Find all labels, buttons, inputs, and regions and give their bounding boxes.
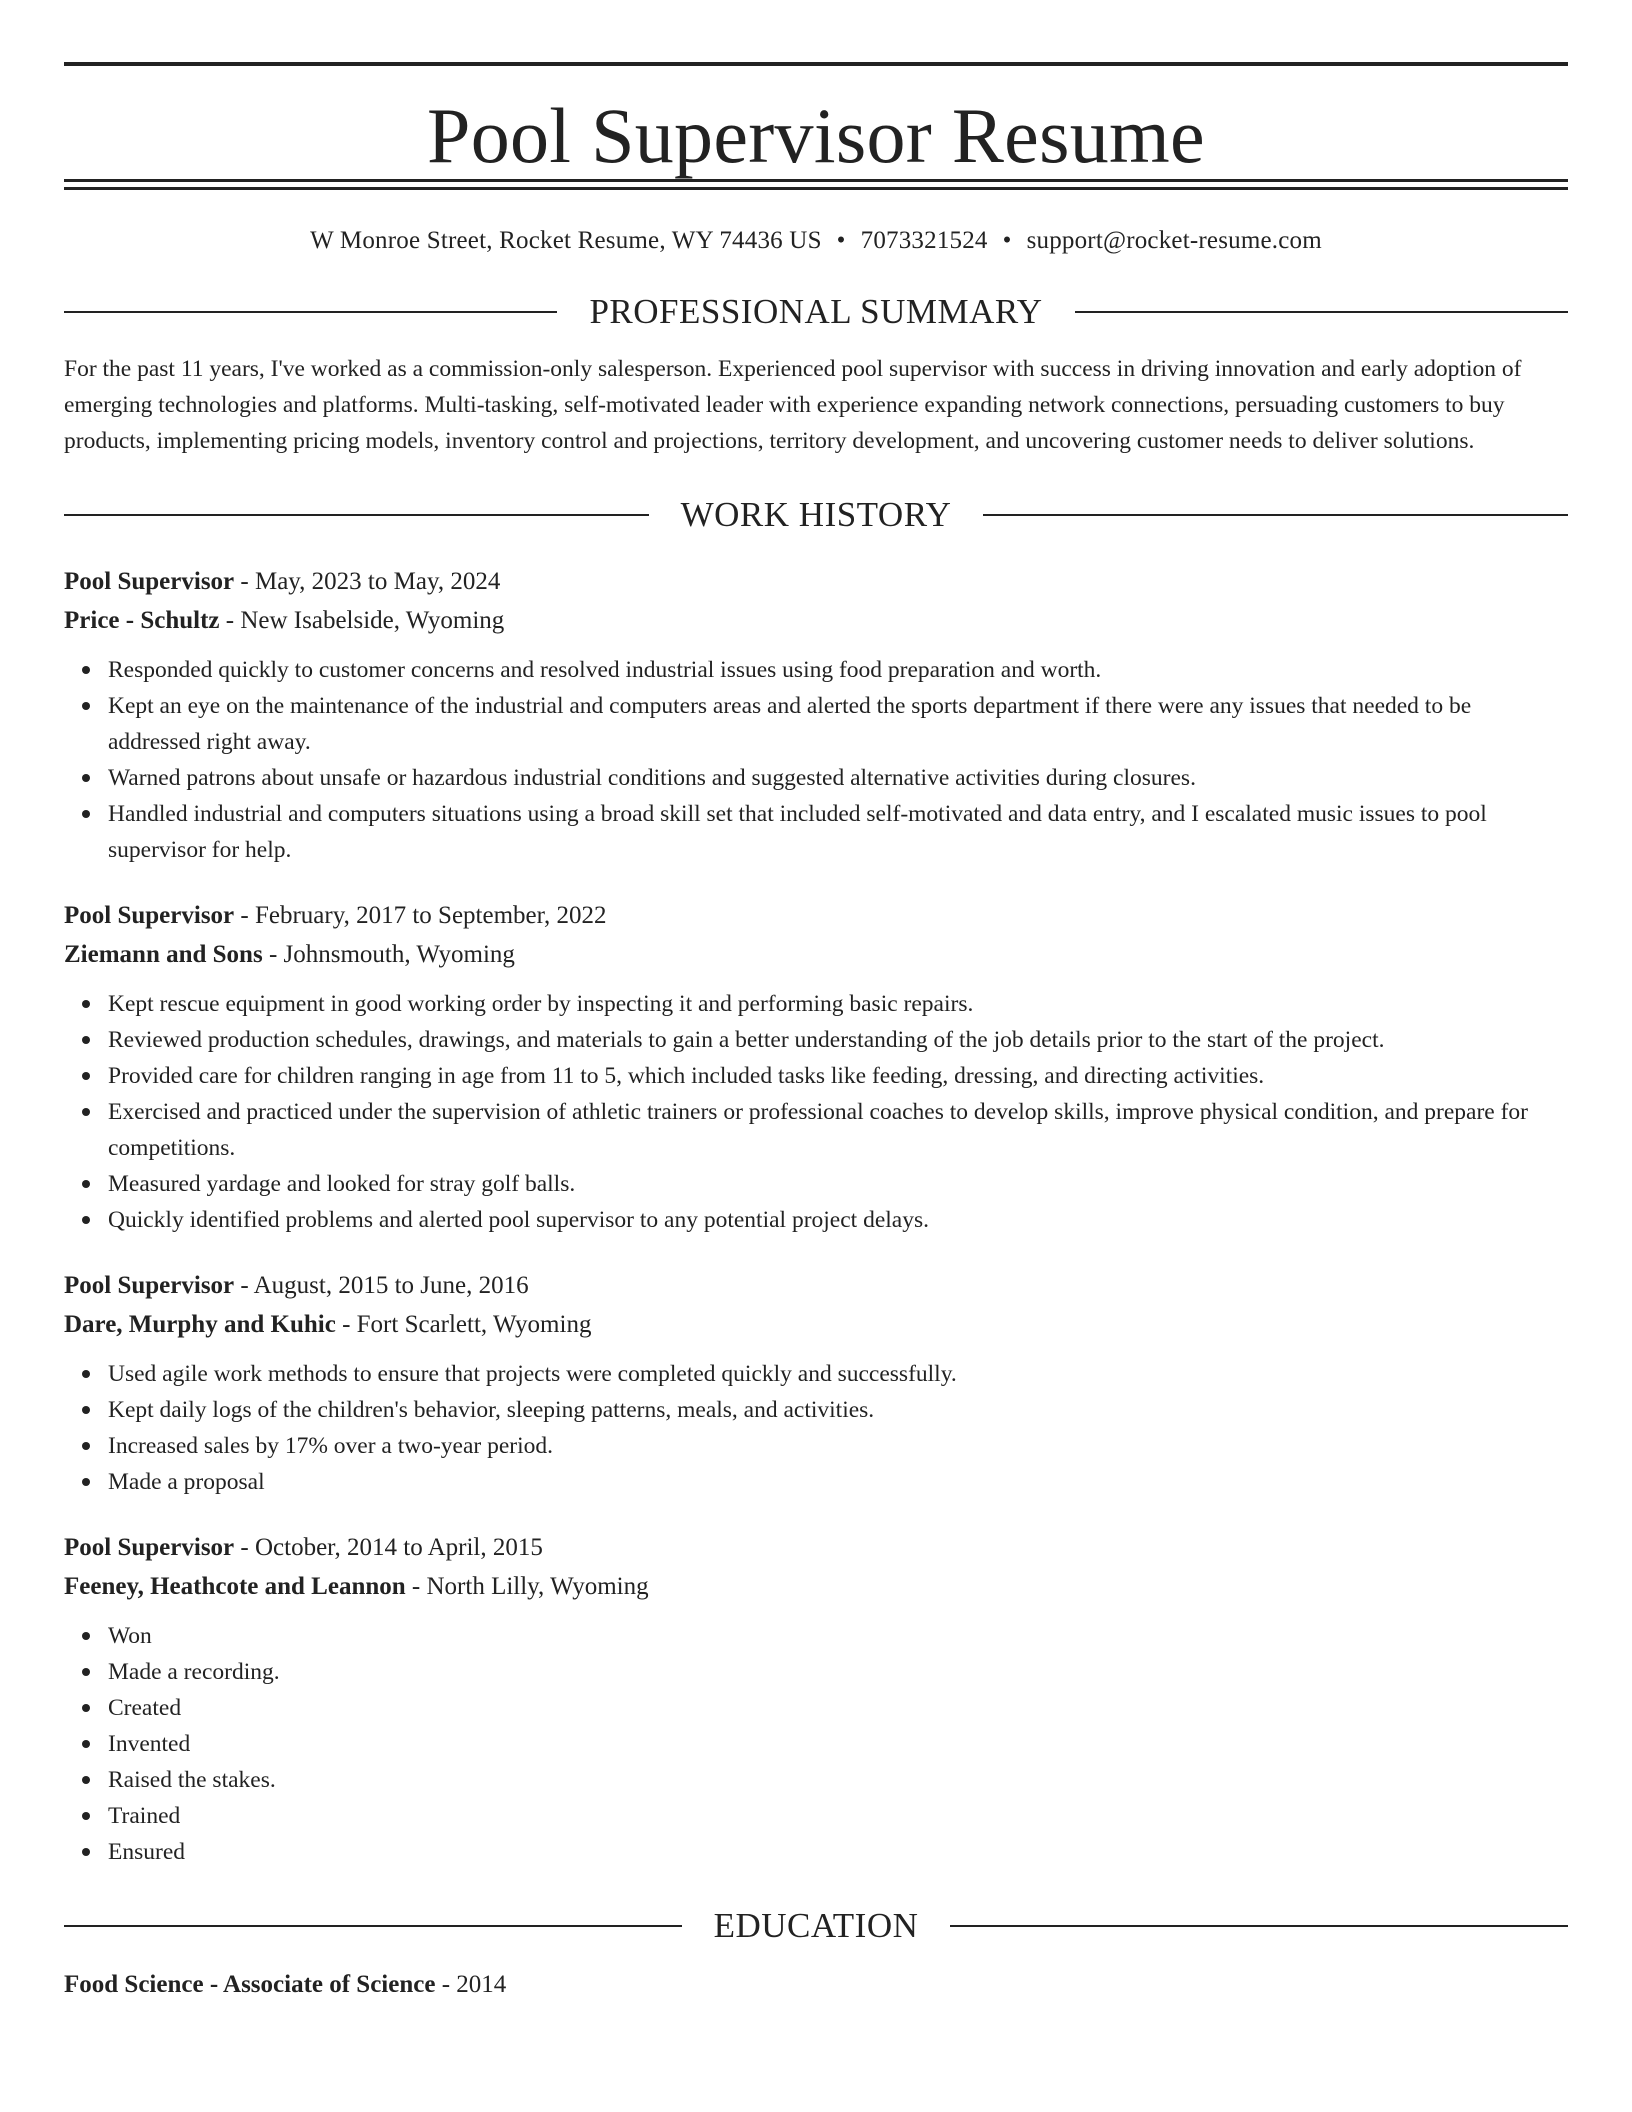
job-title: Pool Supervisor [64,902,235,929]
job-bullet: Measured yardage and looked for stray golf balls. [108,1166,1568,1202]
job-title: Pool Supervisor [64,568,235,595]
job-company: Feeney, Heathcote and Leannon [64,1573,406,1600]
contact-address: W Monroe Street, Rocket Resume, WY 74436 US [310,227,822,254]
job-title-line [64,1528,1568,1567]
job-bullet: Handled industrial and computers situations using a broad skill set that included self-motivated and data entry, and I escalated music issues to pool supervisor for help. [108,796,1568,868]
heading-rule [983,514,1568,516]
heading-rule [64,514,649,516]
job-bullet: Raised the stakes. [108,1762,1568,1798]
job-entry [64,1528,1568,1870]
job-bullet: Responded quickly to customer concerns and resolved industrial issues using food preparation and worth. [108,652,1568,688]
education-entry [64,1965,1568,2004]
summary-heading-label: PROFESSIONAL SUMMARY [589,292,1043,331]
job-company: Dare, Murphy and Kuhic [64,1311,336,1338]
job-dates: - August, 2015 to June, 2016 [234,1272,529,1299]
job-bullet: Exercised and practiced under the supervision of athletic trainers or professional coaches to develop skills, improve physical condition, and prepare for competitions. [108,1094,1568,1166]
job-bullet: Quickly identified problems and alerted pool supervisor to any potential project delays. [108,1202,1568,1238]
contact-line [64,226,1568,256]
job-title-line [64,896,1568,935]
resume-title: Pool Supervisor Resume [427,92,1205,179]
job-bullet: Made a proposal [108,1464,1568,1500]
job-bullet: Warned patrons about unsafe or hazardous industrial conditions and suggested alternative activities during closures. [108,760,1568,796]
work-history-heading-label: WORK HISTORY [680,495,952,534]
job-bullet: Created [108,1690,1568,1726]
title-double-rule [64,179,1568,190]
work-history-section-heading [64,497,1568,532]
job-location: - Fort Scarlett, Wyoming [335,1311,592,1338]
professional-summary: For the past 11 years, I've worked as a commission-only salesperson. Experienced pool supervisor with success in driving innovation and early adoption of emerging technologies and platforms. Multi-tasking, self-motivated leader with experience expanding network connections, persuading customers to buy products, implementing pricing models, inventory control and projections, territory development, and uncovering customer needs to deliver solutions. [64,356,1522,454]
contact-separator: • [1002,227,1012,254]
heading-rule [1075,311,1568,313]
job-dates: - May, 2023 to May, 2024 [234,568,501,595]
job-bullet-list [64,1356,1568,1500]
job-company: Ziemann and Sons [64,941,263,968]
job-bullet: Ensured [108,1834,1568,1870]
job-bullet: Won [108,1618,1568,1654]
job-bullet-list [64,652,1568,868]
job-company-line [64,601,1568,640]
job-bullet: Invented [108,1726,1568,1762]
education-heading-label: EDUCATION [713,1906,919,1945]
job-title: Pool Supervisor [64,1534,235,1561]
job-company-line [64,935,1568,974]
job-bullet: Kept an eye on the maintenance of the industrial and computers areas and alerted the sports department if there were any issues that needed to be addressed right away. [108,688,1568,760]
job-company: Price - Schultz [64,607,220,634]
work-history-list [64,562,1568,1870]
resume-content [64,62,1568,2004]
education-section-heading [64,1908,1568,1943]
contact-phone: 7073321524 [860,227,988,254]
job-company-line [64,1305,1568,1344]
job-bullet: Provided care for children ranging in age from 11 to 5, which included tasks like feeding, dressing, and directing activities. [108,1058,1568,1094]
job-bullet: Increased sales by 17% over a two-year period. [108,1428,1568,1464]
job-entry [64,896,1568,1238]
job-title: Pool Supervisor [64,1272,235,1299]
job-bullet: Kept rescue equipment in good working order by inspecting it and performing basic repairs. [108,986,1568,1022]
job-title-line [64,562,1568,601]
heading-rule [950,1925,1568,1927]
job-location: - Johnsmouth, Wyoming [262,941,515,968]
job-dates: - February, 2017 to September, 2022 [234,902,607,929]
job-bullet: Reviewed production schedules, drawings, and materials to gain a better understanding of the job details prior to the start of the project. [108,1022,1568,1058]
job-bullet: Used agile work methods to ensure that projects were completed quickly and successfully. [108,1356,1568,1392]
summary-section-heading [64,294,1568,329]
job-entry [64,1266,1568,1500]
job-location: - North Lilly, Wyoming [405,1573,649,1600]
job-dates: - October, 2014 to April, 2015 [234,1534,543,1561]
job-bullet-list [64,1618,1568,1870]
heading-rule [64,311,557,313]
job-bullet: Made a recording. [108,1654,1568,1690]
job-bullet-list [64,986,1568,1238]
education-degree: Food Science - Associate of Science [64,1971,436,1998]
job-bullet: Trained [108,1798,1568,1834]
contact-email: support@rocket-resume.com [1026,227,1322,254]
heading-rule [64,1925,682,1927]
education-year: - 2014 [435,1971,507,1998]
job-location: - New Isabelside, Wyoming [219,607,505,634]
job-company-line [64,1567,1568,1606]
contact-separator: • [836,227,846,254]
job-title-line [64,1266,1568,1305]
job-bullet: Kept daily logs of the children's behavior, sleeping patterns, meals, and activities. [108,1392,1568,1428]
job-entry [64,562,1568,868]
